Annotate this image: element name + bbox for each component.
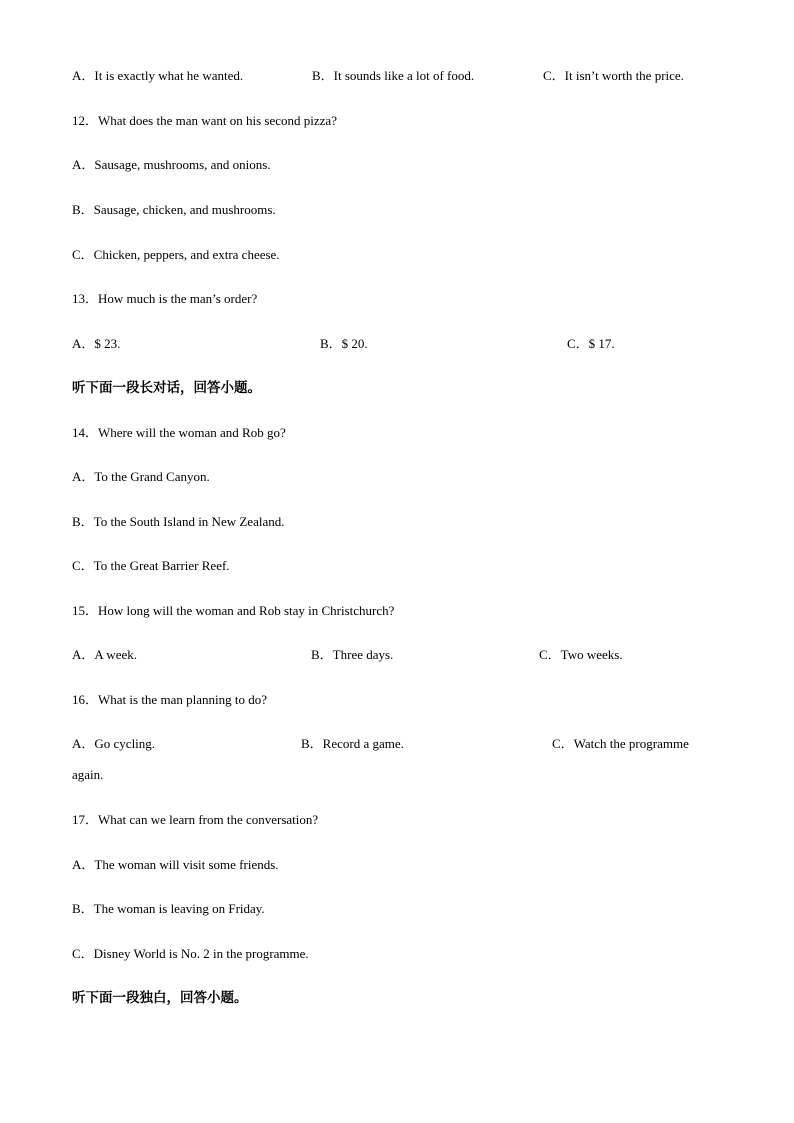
- q17-question: 17．What can we learn from the conversation?: [72, 812, 319, 827]
- q14-question: 14．Where will the woman and Rob go?: [72, 425, 286, 440]
- q14-option-a: A．To the Grand Canyon.: [72, 469, 210, 484]
- q12-option-c: C．Chicken, peppers, and extra cheese.: [72, 247, 280, 262]
- q15-option-b: B．Three days.: [311, 647, 394, 662]
- q12-option-a: A．Sausage, mushrooms, and onions.: [72, 157, 271, 172]
- q11-option-c: C．It isn’t worth the price.: [543, 68, 684, 83]
- q16-option-a: A．Go cycling.: [72, 736, 156, 751]
- q15-question: 15．How long will the woman and Rob stay in Christchurch?: [72, 603, 395, 618]
- q13-option-b: B．$ 20.: [320, 336, 368, 351]
- q14-option-c: C．To the Great Barrier Reef.: [72, 558, 230, 573]
- section-heading-long-dialogue: 听下面一段长对话，回答小题。: [72, 380, 261, 396]
- q16-option-c: C．Watch the programme: [552, 736, 689, 751]
- q13-question: 13．How much is the man’s order?: [72, 291, 258, 306]
- section-heading-monologue: 听下面一段独白，回答小题。: [72, 990, 248, 1006]
- q11-option-a: A．It is exactly what he wanted.: [72, 68, 244, 83]
- q14-option-b: B．To the South Island in New Zealand.: [72, 514, 285, 529]
- q17-option-a: A．The woman will visit some friends.: [72, 857, 279, 872]
- q17-option-c: C．Disney World is No. 2 in the programme.: [72, 946, 309, 961]
- q12-option-b: B．Sausage, chicken, and mushrooms.: [72, 202, 276, 217]
- q12-question: 12．What does the man want on his second pizza?: [72, 113, 337, 128]
- q15-option-c: C．Two weeks.: [539, 647, 623, 662]
- q16-option-b: B．Record a game.: [301, 736, 404, 751]
- q13-option-a: A．$ 23.: [72, 336, 121, 351]
- q11-option-b: B．It sounds like a lot of food.: [312, 68, 475, 83]
- q13-option-c: C．$ 17.: [567, 336, 615, 351]
- q16-question: 16．What is the man planning to do?: [72, 692, 267, 707]
- q15-option-a: A．A week.: [72, 647, 137, 662]
- q16-option-c-continued: again.: [72, 767, 104, 782]
- q17-option-b: B．The woman is leaving on Friday.: [72, 901, 265, 916]
